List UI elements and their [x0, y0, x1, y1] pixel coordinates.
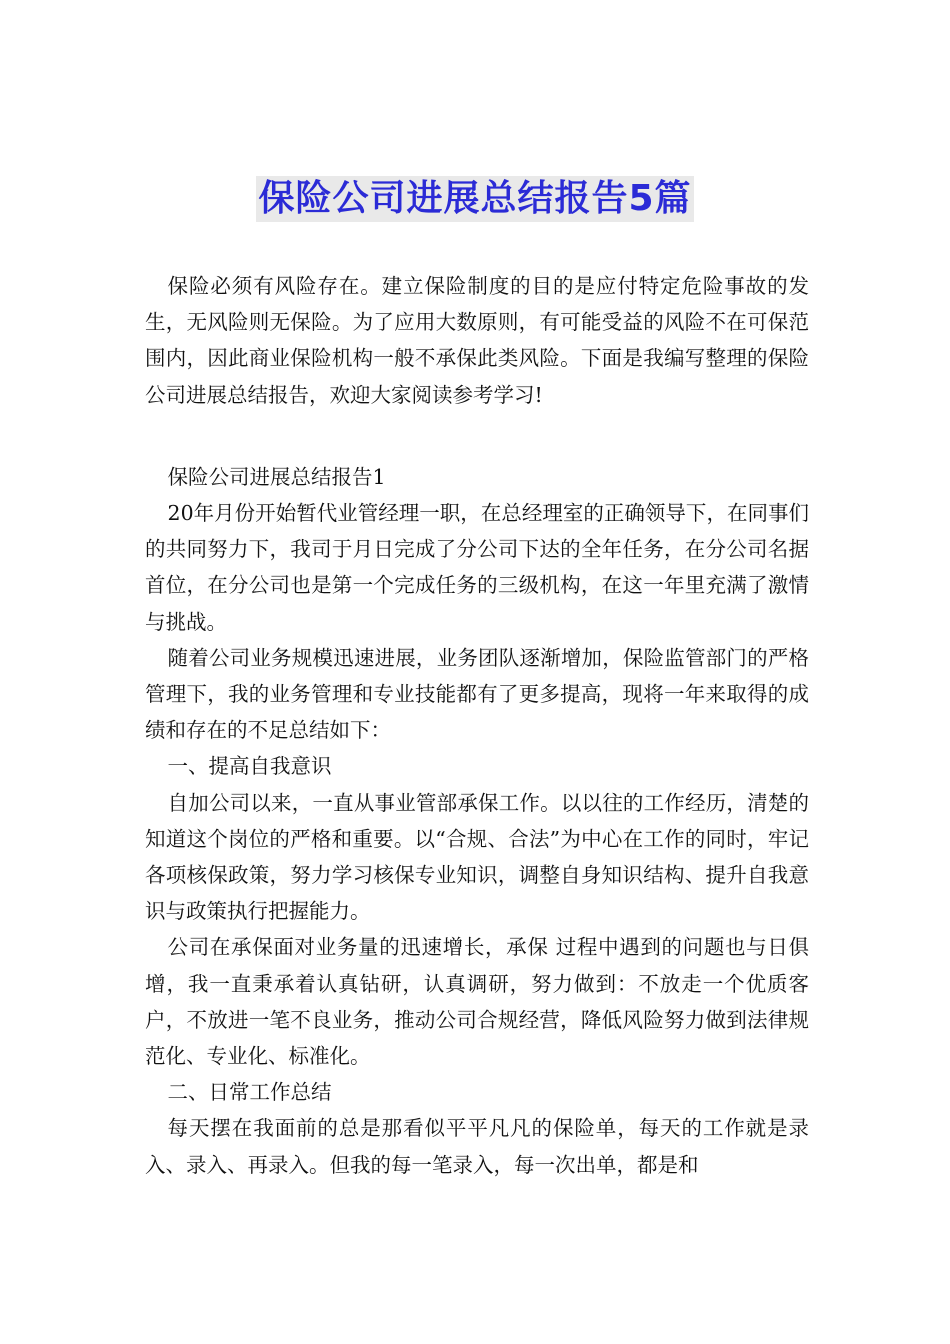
paragraph-3: 自加公司以来，一直从事业管部承保工作。以以往的工作经历，清楚的知道这个岗位的严格和重要。以“合规、合法”为中心在工作的同时，牢记各项核保政策，努力学习核保专业知识，调整自身知识结构、提升自我意识与政策执行把握能力。 — [145, 790, 809, 924]
title-wrapper — [0, 176, 950, 222]
document-title: 保险公司进展总结报告5篇 — [256, 176, 693, 222]
paragraph-5: 每天摆在我面前的总是那看似平平凡凡的保险单，每天的工作就是录入、录入、再录入。但我的每一笔录入，每一次出单，都是和 — [145, 1116, 809, 1177]
paragraph-1: 20年月份开始暂代业管经理一职，在总经理室的正确领导下，在同事们的共同努力下，我司于月日完成了分公司下达的全年任务，在分公司名据首位，在分公司也是第一个完成任务的三级机构，在这一年里充满了激情与挑战。 — [145, 501, 809, 634]
heading-1: 一、提高自我意识 — [167, 754, 332, 779]
intro-paragraph: 保险必须有风险存在。建立保险制度的目的是应付特定危险事故的发生，无风险则无保险。为了应用大数原则，有可能受益的风险不在可保范围内，因此商业保险机构一般不承保此类风险。下面是我编写整理的保险公司进展总结报告，欢迎大家阅读参考学习! — [145, 274, 809, 407]
paragraph-2: 随着公司业务规模迅速进展，业务团队逐渐增加，保险监管部门的严格管理下，我的业务管理和专业技能都有了更多提高，现将一年来取得的成绩和存在的不足总结如下： — [145, 645, 809, 743]
document-body — [145, 268, 809, 1183]
paragraph-4: 公司在承保面对业务量的迅速增长，承保 过程中遇到的问题也与日俱增，我一直秉承着认真钻研，认真调研，努力做到：不放走一个优质客户，不放进一笔不良业务，推动公司合规经营，降低风险努力做到法律规范化、专业化、标准化。 — [145, 935, 809, 1069]
section-title: 保险公司进展总结报告1 — [167, 464, 386, 489]
paragraph-gap — [145, 413, 809, 459]
heading-2: 二、日常工作总结 — [167, 1080, 332, 1105]
